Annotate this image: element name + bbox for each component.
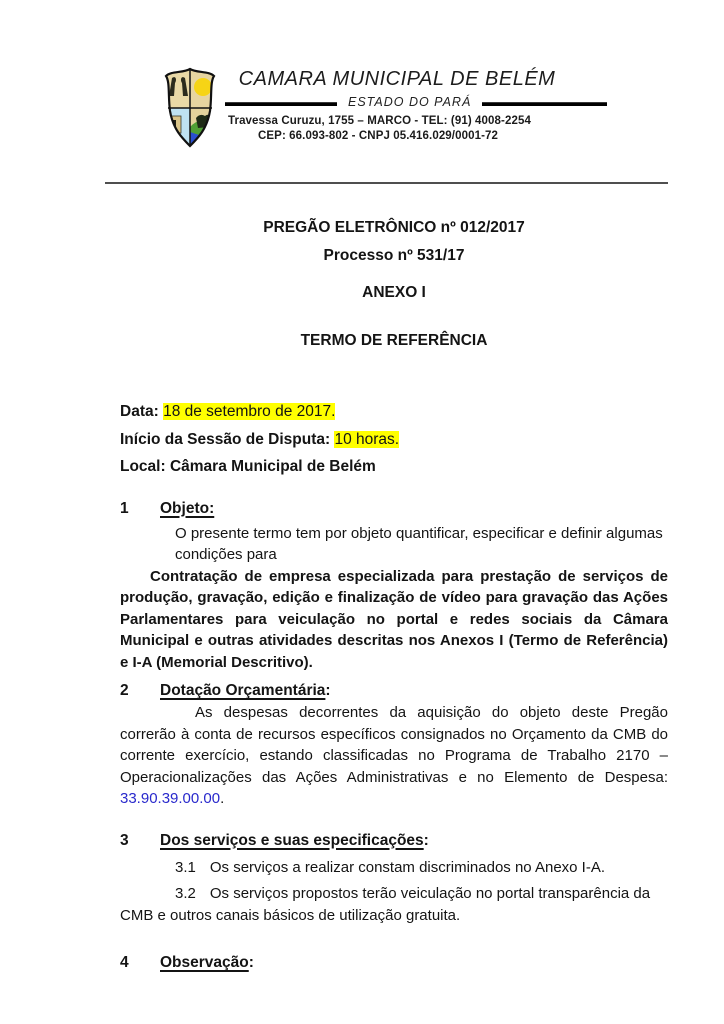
item-3-1-number: 3.1 (175, 858, 196, 876)
meta-date (120, 398, 668, 426)
org-name: CAMARA MUNICIPAL DE BELÉM (238, 68, 556, 90)
meta-session-label: Início da Sessão de Disputa: (120, 430, 331, 448)
doc-title-termo: TERMO DE REFERÊNCIA (300, 332, 488, 349)
section-1-title: Objeto: (160, 499, 215, 517)
section-1-intro: O presente termo tem por objeto quantificar, especificar e definir algumas condições para (175, 524, 663, 563)
doc-title-anexo: ANEXO I (362, 284, 426, 301)
double-rule-left (225, 102, 337, 106)
section-3-title-suffix: : (423, 831, 429, 849)
section-2-number: 2 (120, 682, 129, 699)
item-3-1-text: Os serviços a realizar constam discriminados no Anexo I-A. (209, 858, 606, 876)
section-1-number: 1 (120, 499, 129, 517)
meta-date-value: 18 de setembro de 2017. (163, 403, 336, 420)
section-1-body: Contratação de empresa especializada para prestação de serviços de produção, gravação, edição e finalização de vídeo para gravação das Ações Parlamentares para veiculação no portal e redes sociais da Câmara Municipal e outras atividades descritas nos Anexos I (Termo de Referência) e I-A (Memorial Descritivo). (120, 567, 668, 671)
section-4-title-suffix: : (248, 954, 254, 971)
meta-session (120, 426, 668, 454)
section-4-title: Observação (160, 954, 249, 971)
section-2-title: Dotação Orçamentária (160, 682, 326, 699)
meta-local-line: Local: Câmara Municipal de Belém (120, 458, 376, 475)
section-3-number: 3 (120, 831, 129, 849)
section-2-body-end: . (220, 790, 225, 807)
document-body (120, 183, 668, 974)
section-4-heading (120, 952, 668, 974)
meta-block (120, 398, 668, 481)
meta-date-label: Data: (120, 403, 159, 420)
section-1-heading (120, 498, 668, 520)
double-rule-right (482, 102, 607, 106)
meta-local (120, 453, 668, 481)
item-3-2-text: Os serviços propostos terão veiculação no portal transparência da CMB e outros canais básicos de utilização gratuita. (120, 885, 651, 924)
section-4-number: 4 (120, 954, 129, 971)
section-2-title-suffix: : (325, 682, 331, 699)
org-subtitle-row (225, 97, 607, 111)
doc-title-pregao: PREGÃO ELETRÔNICO nº 012/2017 (263, 219, 525, 236)
doc-title-processo: Processo nº 531/17 (323, 247, 465, 264)
meta-session-value: 10 horas. (334, 430, 400, 448)
section-3-item-1 (120, 857, 668, 879)
section-2-body (120, 702, 668, 810)
org-address (228, 114, 531, 144)
section-3-title: Dos serviços e suas especificações (160, 831, 424, 849)
section-2-body-text: As despesas decorrentes da aquisição do objeto deste Pregão correrão à conta de recursos específicos consignados no Orçamento da CMB do corrente exercício, estando classificadas no Programa de Trabalho 2170 – Operacionalizações das Ações Administrativas e no Elemento de Despesa: (120, 704, 668, 786)
budget-code: 33.90.39.00.00 (120, 790, 221, 807)
section-3-item-2 (120, 883, 668, 926)
address-line-2: CEP: 66.093-802 - CNPJ 05.416.029/0001-72 (258, 130, 499, 142)
address-line-1: Travessa Curuzu, 1755 – MARCO - TEL: (91) 4008-2254 (228, 115, 531, 127)
item-3-2-number: 3.2 (175, 885, 196, 902)
section-3-heading (120, 830, 668, 852)
org-subtitle: ESTADO DO PARÁ (348, 95, 472, 109)
section-2-heading (120, 680, 668, 702)
